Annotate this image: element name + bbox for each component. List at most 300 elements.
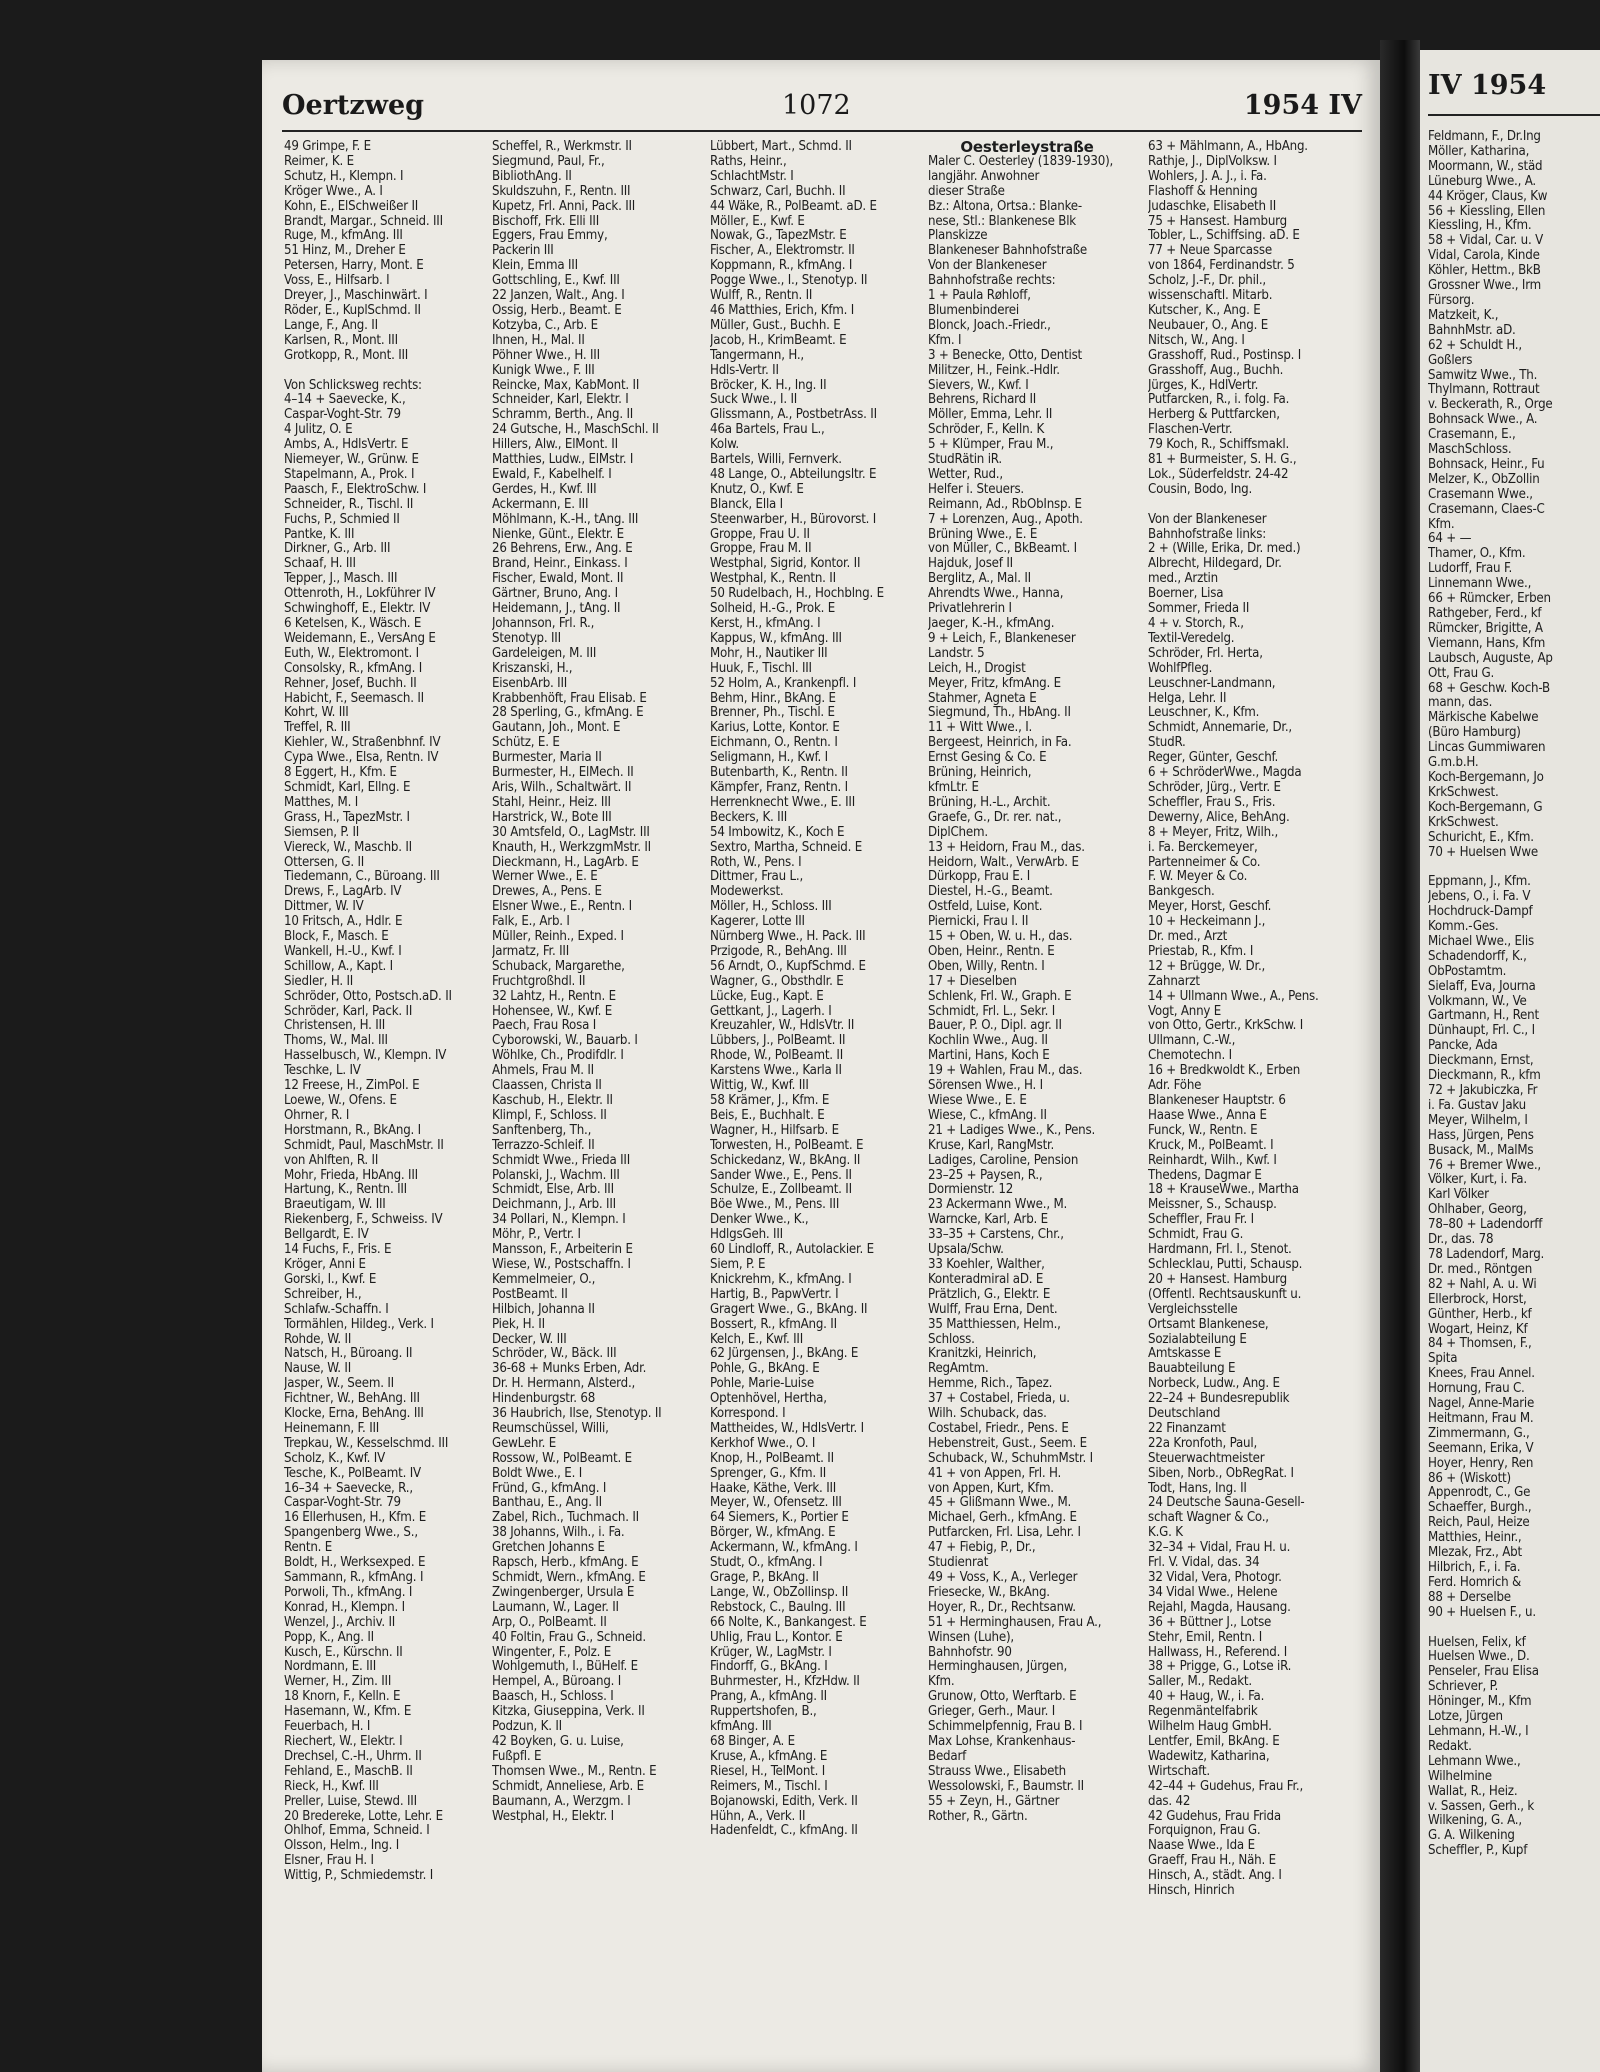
directory-entry: Müller, Gust., Buchh. E (710, 318, 841, 333)
directory-entry: Ladiges, Caroline, Pension (928, 1153, 1079, 1168)
directory-entry: das. 42 (1148, 1794, 1191, 1809)
directory-entry: von Ahlften, R. II (284, 1153, 379, 1168)
directory-entry: 42 Gudehus, Frau Frida (1148, 1809, 1281, 1824)
directory-entry (284, 364, 482, 379)
directory-entry: Prätzlich, G., Elektr. E (928, 1287, 1051, 1302)
directory-entry: Lincas Gummiwaren (1428, 741, 1546, 756)
directory-entry: Nagel, Anne-Marie (1428, 1397, 1535, 1412)
directory-entry: Rhode, W., PolBeamt. II (710, 1049, 843, 1064)
directory-entry: Dr. med., Arzt (1148, 930, 1228, 945)
directory-entry: Brüning, H.-L., Archit. (928, 795, 1051, 810)
directory-entry: Schloss. (928, 1332, 975, 1347)
directory-entry: Partenneimer & Co. (1148, 855, 1261, 870)
directory-entry: schaft Wagner & Co., (1148, 1511, 1269, 1526)
directory-entry: Wulff, R., Rentn. II (710, 289, 813, 304)
directory-entry: Schlecklau, Putti, Schausp. (1148, 1257, 1303, 1272)
directory-entry: Grasshoff, Rud., Postinsp. I (1148, 348, 1302, 363)
directory-entry: Linnemann Wwe., (1428, 577, 1532, 592)
directory-page-left (262, 60, 1380, 2072)
directory-entry: Schimmelpfennig, Frau B. I (928, 1720, 1083, 1735)
directory-entry: Porwoli, Th., kfmAng. I (284, 1585, 413, 1600)
directory-entry: Feldmann, F., Dr.Ing (1428, 130, 1541, 144)
directory-entry: Rehner, Josef, Buchh. II (284, 676, 417, 691)
directory-entry: Wadewitz, Katharina, (1148, 1749, 1270, 1764)
directory-entry: Tobler, L., Schiffsing. aD. E (1148, 229, 1300, 244)
book-gutter (1380, 40, 1420, 2072)
directory-entry: Amtskasse E (1148, 1347, 1222, 1362)
header-rule (282, 130, 1362, 132)
directory-entry: 28 Sperling, G., kfmAng. E (492, 706, 644, 721)
directory-entry: Drechsel, C.-H., Uhrm. II (284, 1749, 422, 1764)
directory-entry: 56 Arndt, O., KupfSchmd. E (710, 959, 866, 974)
directory-entry: Bauabteilung E (1148, 1362, 1236, 1377)
directory-entry: 77 + Neue Sparcasse (1148, 244, 1272, 259)
directory-entry: Baasch, H., Schloss. I (492, 1690, 614, 1705)
directory-entry: Ellerbrock, Horst, (1428, 1292, 1527, 1307)
directory-entry: Karl Völker (1428, 1188, 1489, 1203)
directory-entry: Kerkhof Wwe., O. I (710, 1436, 816, 1451)
directory-entry: Priestab, R., Kfm. I (1148, 944, 1254, 959)
directory-entry: Rejahl, Magda, Hausang. (1148, 1600, 1291, 1615)
directory-entry: Ohlhaber, Georg, (1428, 1203, 1527, 1218)
directory-entry: Möhlmann, K.-H., tAng. III (492, 512, 639, 527)
directory-entry: Mattheides, W., HdlsVertr. I (710, 1421, 864, 1436)
directory-entry: DiplChem. (928, 825, 988, 840)
directory-entry: Reimer, K. E (284, 154, 354, 169)
directory-entry: 84 + Thomsen, F., (1428, 1337, 1532, 1352)
directory-entry: Christensen, H. III (284, 1019, 386, 1034)
directory-entry: 11 + Witt Wwe., I. (928, 721, 1033, 736)
directory-entry: Johannson, Frl. R., (492, 617, 595, 631)
directory-entry: Nitsch, W., Ang. I (1148, 333, 1245, 348)
directory-entry: Westphal, H., Elektr. I (492, 1809, 614, 1824)
directory-entry: Wiese, C., kfmAng. II (928, 1108, 1047, 1123)
directory-entry: Kelch, E., Kwf. III (710, 1332, 804, 1347)
directory-entry: Crasemann, E., (1428, 428, 1516, 443)
directory-entry: Zimmermann, G., (1428, 1426, 1530, 1441)
directory-entry: Baumann, A., Werzgm. I (492, 1794, 631, 1809)
directory-entry: Terrazzo-Schleif. II (492, 1138, 595, 1153)
directory-entry: 1 + Paula Røhloff, (928, 289, 1031, 304)
directory-entry: Huelsen, Felix, kf (1428, 1635, 1526, 1650)
directory-entry: Reimann, Ad., RbObInsp. E (928, 497, 1082, 512)
directory-entry: 12 + Brügge, W. Dr., (1148, 959, 1266, 974)
directory-entry: StudRätin iR. (928, 453, 1002, 468)
directory-entry: Koch-Bergemann, Jo (1428, 770, 1544, 785)
directory-entry: Reger, Günter, Geschf. (1148, 751, 1279, 766)
directory-entry: Sprenger, G., Kfm. II (710, 1466, 827, 1481)
directory-entry: Horstmann, R., BkAng. I (284, 1123, 421, 1138)
directory-entry: Grotkopp, R., Mont. III (284, 348, 409, 363)
directory-entry: Bartels, Willi, Fernverk. (710, 453, 842, 468)
directory-entry: Meissner, S., Schausp. (1148, 1198, 1277, 1213)
directory-entry: Konteradmiral aD. E (928, 1272, 1044, 1287)
directory-entry: Cyborowski, W., Bauarb. I (492, 1034, 638, 1049)
directory-entry: Möhr, P., Vertr. I (492, 1228, 581, 1243)
directory-entry: Thylmann, Rottraut (1428, 383, 1540, 398)
directory-entry: Kusch, E., Kürschn. II (284, 1645, 403, 1660)
directory-entry: Schwarz, Carl, Buchh. II (710, 184, 846, 199)
directory-entry: Ackermann, W., kfmAng. I (710, 1541, 858, 1556)
directory-entry: Deutschland (1148, 1407, 1221, 1422)
directory-entry: Warncke, Karl, Arb. E (928, 1213, 1048, 1228)
directory-entry: Pancke, Ada (1428, 1039, 1498, 1054)
directory-entry: Frl. V. Vidal, das. 34 (1148, 1556, 1260, 1571)
directory-entry: Rathgeber, Ferd., kf (1428, 607, 1542, 621)
directory-entry: Wagner, H., Hilfsarb. E (710, 1123, 839, 1138)
directory-entry: Polanski, J., Wachm. III (492, 1168, 620, 1183)
directory-entry: Crasemann Wwe., (1428, 487, 1533, 502)
directory-entry: Hallwass, H., Referend. I (1148, 1645, 1288, 1660)
directory-entry: 44 Wäke, R., PolBeamt. aD. E (710, 199, 877, 214)
directory-entry: Reinhardt, Wilh., Kwf. I (1148, 1153, 1277, 1168)
directory-entry: 44 Kröger, Claus, Kw (1428, 189, 1548, 204)
directory-entry: Tangermann, H., (710, 348, 804, 363)
directory-entry: v. Sassen, Gerh., k (1428, 1799, 1535, 1814)
directory-entry: Claassen, Christa II (492, 1079, 602, 1094)
directory-entry: Schulze, E., Zollbeamt. II (710, 1183, 852, 1198)
directory-entry: Ahmels, Frau M. II (492, 1064, 594, 1079)
directory-entry: Dormienstr. 12 (928, 1183, 1014, 1198)
directory-entry: Euth, W., Elektromont. I (284, 646, 419, 661)
directory-entry: Schlenk, Frl. W., Graph. E (928, 989, 1072, 1004)
directory-entry: Schaeffer, Burgh., (1428, 1501, 1532, 1516)
directory-entry: Meyer, W., Ofensetz. III (710, 1496, 842, 1511)
directory-entry: 14 Fuchs, F., Fris. E (284, 1243, 392, 1258)
directory-entry: Landstr. 5 (928, 646, 985, 661)
directory-entry: Norbeck, Ludw., Ang. E (1148, 1377, 1280, 1392)
directory-entry: Kfm. (928, 1675, 955, 1690)
directory-entry: Rathje, J., DiplVolksw. I (1148, 154, 1277, 169)
directory-entry: Glissmann, A., PostbetrAss. II (710, 408, 877, 423)
directory-entry: Bahnhofstr. 90 (928, 1645, 1012, 1660)
directory-entry: Dieckmann, H., LagArb. E (492, 855, 639, 870)
directory-entry: Aris, Wilh., Schaltwärt. II (492, 780, 632, 795)
directory-entry: Putfarcken, R., i. folg. Fa. (1148, 393, 1290, 408)
column-3 (710, 140, 908, 2060)
directory-entry: Bohnsack, Heinr., Fu (1428, 457, 1545, 472)
directory-entry: Dewerny, Alice, BehAng. (1148, 810, 1290, 825)
directory-entry: Prang, A., kfmAng. II (710, 1690, 827, 1705)
directory-entry: Hartig, B., PapwVertr. I (710, 1287, 839, 1302)
year-volume: 1954 IV (1243, 90, 1362, 121)
directory-entry: Burmester, H., ElMech. II (492, 766, 634, 781)
directory-entry: Wingenter, F., Polz. E (492, 1645, 612, 1660)
directory-entry: Boldt, H., Werksexped. E (284, 1556, 426, 1571)
directory-entry: Lücke, Eug., Kapt. E (710, 989, 824, 1004)
directory-entry: 81 + Burmeister, S. H. G., (1148, 453, 1297, 468)
directory-entry: 33–35 + Carstens, Chr., (928, 1228, 1064, 1243)
directory-entry: 32 Lahtz, H., Rentn. E (492, 989, 616, 1004)
directory-entry: Bz.: Altona, Ortsa.: Blanke- (928, 199, 1082, 214)
directory-entry: Siem, P. E (710, 1257, 766, 1272)
directory-entry: Kotzyba, C., Arb. E (492, 318, 598, 333)
directory-entry: Oben, Willy, Rentn. I (928, 959, 1045, 974)
directory-entry: Habicht, F., Seemasch. II (284, 691, 424, 706)
directory-entry: Studt, O., kfmAng. I (710, 1556, 823, 1571)
directory-entry: Schuback, Margarethe, (492, 959, 625, 974)
directory-entry: Börger, W., kfmAng. E (710, 1526, 836, 1541)
directory-entry: 60 Lindloff, R., Autolackier. E (710, 1243, 874, 1258)
directory-entry: Mlezak, Frz., Abt (1428, 1546, 1522, 1561)
directory-entry: 86 + (Wiskott) (1428, 1471, 1511, 1486)
directory-entry: Ohlhof, Emma, Schneid. I (284, 1824, 430, 1839)
directory-entry: Mohr, Frieda, HbAng. III (284, 1168, 418, 1183)
directory-entry: Böe Wwe., M., Pens. III (710, 1198, 840, 1213)
directory-entry: 63 + Mählmann, A., HbAng. (1148, 140, 1308, 154)
directory-entry: Lübbers, J., PolBeamt. II (710, 1034, 846, 1049)
directory-entry: Schmidt, Anneliese, Arb. E (492, 1779, 644, 1794)
directory-entry: Hindenburgstr. 68 (492, 1392, 596, 1407)
directory-entry: Maler C. Oesterley (1839-1930), (928, 154, 1114, 169)
directory-entry: Brüning Wwe., E. E (928, 527, 1038, 542)
directory-entry: Hühn, A., Verk. II (710, 1809, 806, 1824)
directory-entry: Krabbenhöft, Frau Elisab. E (492, 691, 647, 706)
directory-entry: 4 + v. Storch, R., (1148, 617, 1244, 631)
directory-entry: Hoyer, Henry, Ren (1428, 1456, 1534, 1471)
directory-entry: Bahnhofstraße rechts: (928, 274, 1056, 289)
directory-entry: Flashoff & Henning (1148, 184, 1258, 199)
directory-entry: Dirkner, G., Arb. III (284, 542, 391, 557)
directory-entry: Rohde, W. II (284, 1332, 352, 1347)
directory-entry: Pantke, K. III (284, 527, 355, 542)
directory-entry: Gottschling, E., Kwf. III (492, 274, 620, 289)
directory-entry: Blankeneser Hauptstr. 6 (1148, 1094, 1286, 1108)
directory-entry: Sozialabteilung E (1148, 1332, 1247, 1347)
directory-entry: Grunow, Otto, Werftarb. E (928, 1690, 1077, 1705)
directory-entry: Spangenberg Wwe., S., (284, 1526, 418, 1541)
directory-entry: Knutz, O., Kwf. E (710, 482, 804, 497)
directory-entry: Wogart, Heinz, Kf (1428, 1322, 1528, 1337)
directory-entry: Seemann, Erika, V (1428, 1441, 1534, 1456)
directory-entry: Kemmelmeier, O., (492, 1272, 596, 1287)
directory-entry: Militzer, H., Feink.-Hdlr. (928, 363, 1060, 378)
street-section-title: Oesterleystraße (960, 140, 1094, 155)
directory-entry: Hillers, Alw., ElMont. II (492, 438, 618, 453)
directory-entry: Ernst Gesing & Co. E (928, 751, 1047, 766)
directory-entry: Sommer, Frieda II (1148, 602, 1250, 617)
directory-entry: Laubsch, Auguste, Ap (1428, 651, 1553, 666)
directory-entry: 20 + Hansest. Hamburg (1148, 1272, 1287, 1287)
directory-entry: Raths, Heinr., (710, 154, 787, 169)
directory-entry: Planskizze (928, 229, 988, 244)
directory-entry: Crasemann, Claes-C (1428, 502, 1545, 517)
directory-entry: Siben, Norb., ObRegRat. I (1148, 1466, 1294, 1481)
directory-entry: Schreiber, H., (284, 1287, 362, 1302)
directory-entry: Hasselbusch, W., Klempn. IV (284, 1049, 447, 1064)
directory-entry: Lentfer, Emil, BkAng. E (1148, 1734, 1280, 1749)
directory-entry: 22–24 + Bundesrepublik (1148, 1392, 1290, 1407)
directory-entry: langjähr. Anwohner (928, 169, 1040, 184)
directory-entry: Martini, Hans, Koch E (928, 1049, 1050, 1064)
directory-entry: MaschSchloss. (1428, 443, 1512, 458)
directory-entry: Zahnarzt (1148, 974, 1200, 989)
directory-entry: 16–34 + Saevecke, R., (284, 1481, 413, 1496)
directory-entry: Schneider, R., Tischl. II (284, 497, 414, 512)
directory-entry: Kämpfer, Franz, Rentn. I (710, 780, 848, 795)
directory-entry: Ihnen, H., Mal. II (492, 333, 585, 348)
directory-entry: 62 Jürgensen, J., BkAng. E (710, 1347, 859, 1362)
directory-entry: Oben, Heinr., Rentn. E (928, 944, 1055, 959)
directory-entry: Bahnhofstraße links: (1148, 527, 1267, 542)
directory-entry: Boldt Wwe., E. I (492, 1466, 583, 1481)
directory-entry: Werner, H., Zim. III (284, 1675, 392, 1690)
directory-entry: Leich, H., Drogist (928, 661, 1026, 676)
directory-entry: Neubauer, O., Ang. E (1148, 318, 1269, 333)
directory-entry: F. W. Meyer & Co. (1148, 870, 1248, 885)
directory-entry: 34 Pollari, N., Klempn. I (492, 1213, 626, 1228)
directory-entry: Hemme, Rich., Tapez. (928, 1377, 1053, 1392)
directory-entry: 4–14 + Saevecke, K., (284, 393, 406, 408)
directory-entry: 45 + Glißmann Wwe., M. (928, 1496, 1072, 1511)
directory-entry: Völker, Kurt, i. Fa. (1428, 1173, 1527, 1188)
directory-entry: Wirtschaft. (1148, 1764, 1210, 1779)
directory-entry: Kruse, A., kfmAng. E (710, 1749, 828, 1764)
directory-entry: nese, Stl.: Blankenese Blk (928, 214, 1076, 229)
directory-entry: Schutz, H., Klempn. I (284, 169, 404, 184)
directory-entry: Putfarcken, Frl. Lisa, Lehr. I (928, 1526, 1081, 1541)
directory-entry: Zabel, Rich., Tuchmach. II (492, 1511, 639, 1526)
directory-entry: Möller, H., Schloss. III (710, 900, 832, 915)
directory-entry: Cypa Wwe., Elsa, Rentn. IV (284, 751, 439, 766)
directory-entry: 10 Fritsch, A., Hdlr. E (284, 915, 403, 930)
directory-entry: Schadendorff, K., (1428, 949, 1527, 964)
directory-entry: Kerst, H., kfmAng. I (710, 617, 821, 631)
directory-entry: Optenhövel, Hertha, (710, 1392, 827, 1407)
directory-entry: Jürges, K., HdlVertr. (1148, 378, 1259, 393)
directory-entry: 12 Freese, H., ZimPol. E (284, 1079, 420, 1094)
directory-entry: Feuerbach, H. I (284, 1720, 371, 1735)
directory-entry: Skuldszuhn, F., Rentn. III (492, 184, 631, 199)
directory-entry: Wulff, Frau Erna, Dent. (928, 1302, 1058, 1317)
directory-entry: Seligmann, H., Kwf. I (710, 751, 828, 766)
directory-entry: Wankell, H.-U., Kwf. I (284, 944, 402, 959)
directory-entry: 46a Bartels, Frau L., (710, 423, 825, 438)
directory-entry: PostBeamt. II (492, 1287, 568, 1302)
directory-entry: Diestel, H.-G., Beamt. (928, 885, 1053, 900)
directory-entry: 64 Siemers, K., Portier E (710, 1511, 849, 1526)
directory-entry: Vidal, Carola, Kinde (1428, 249, 1540, 264)
directory-entry: Kröger, Anni E (284, 1257, 366, 1272)
directory-entry: 58 + Vidal, Car. u. V (1428, 234, 1544, 249)
directory-entry: Solheid, H.-G., Prok. E (710, 602, 836, 617)
directory-entry: 58 Krämer, J., Kfm. E (710, 1094, 830, 1108)
directory-entry: Schaaf, H. III (284, 557, 356, 572)
directory-entry: Wittig, P., Schmiedemstr. I (284, 1869, 434, 1884)
directory-entry: Hartung, K., Rentn. III (284, 1183, 407, 1198)
directory-entry: Fischer, A., Elektromstr. II (710, 244, 855, 259)
directory-entry: Upsala/Schw. (928, 1243, 1004, 1258)
directory-entry: 70 + Huelsen Wwe (1428, 845, 1538, 860)
directory-entry: Volkmann, W., Ve (1428, 994, 1527, 1009)
directory-entry: Kfm. (1428, 517, 1455, 532)
directory-entry: Wenzel, J., Archiv. II (284, 1615, 396, 1630)
directory-entry: Siedler, H. II (284, 974, 354, 989)
directory-entry: Schwinghoff, E., Elektr. IV (284, 602, 431, 617)
directory-entry: Deichmann, J., Arb. III (492, 1198, 616, 1213)
directory-entry: Scholz, J.-F., Dr. phil., (1148, 274, 1266, 289)
directory-entry: Hebenstreit, Gust., Seem. E (928, 1436, 1087, 1451)
directory-entry: 54 Imbowitz, K., Koch E (710, 825, 845, 840)
directory-entry: Heidorn, Walt., VerwArb. E (928, 855, 1079, 870)
directory-entry: Herminghausen, Jürgen, (928, 1660, 1068, 1675)
directory-entry: Jasper, W., Seem. II (284, 1377, 394, 1392)
directory-entry: Paasch, F., ElektroSchw. I (284, 482, 427, 497)
directory-entry: Fehland, E., MaschB. II (284, 1764, 413, 1779)
directory-entry: Krüger, W., LagMstr. I (710, 1645, 832, 1660)
directory-entry: i. Fa. Berckemeyer, (1148, 840, 1258, 855)
directory-entry: Kupetz, Frl. Anni, Pack. III (492, 199, 636, 214)
directory-entry: 66 Nolte, K., Bankangest. E (710, 1615, 867, 1630)
directory-entry: Sander Wwe., E., Pens. II (710, 1168, 852, 1183)
directory-entry: 32–34 + Vidal, Frau H. u. (1148, 1541, 1291, 1556)
directory-entry: SchlachtMstr. I (710, 169, 794, 184)
directory-entry: Siemsen, P. II (284, 825, 360, 840)
directory-entry: Blonck, Joach.-Friedr., (928, 318, 1051, 333)
directory-entry: Matzkeit, K., (1428, 308, 1499, 323)
directory-entry: Olsson, Helm., Ing. I (284, 1839, 400, 1854)
directory-entry: wissenschaftl. Mitarb. (1148, 289, 1273, 304)
directory-entry: Bröcker, K. H., Ing. II (710, 378, 827, 393)
directory-entry: G. A. Wilkening (1428, 1829, 1515, 1844)
directory-entry: Penseler, Frau Elisa (1428, 1665, 1539, 1680)
directory-entry: Vogt, Anny E (1148, 1004, 1222, 1019)
directory-entry: Wetter, Rud., (928, 467, 1003, 482)
directory-entry: 41 + von Appen, Frl. H. (928, 1466, 1062, 1481)
directory-entry: EisenbArb. III (492, 676, 568, 691)
directory-entry: 22 Finanzamt (1148, 1421, 1226, 1436)
directory-entry: Klein, Emma III (492, 259, 578, 274)
directory-entry: 56 + Kiessling, Ellen (1428, 204, 1546, 219)
directory-entry: Möller, E., Kwf. E (710, 214, 805, 229)
directory-entry: Saller, M., Redakt. (1148, 1675, 1252, 1690)
directory-entry: Caspar-Voght-Str. 79 (284, 408, 401, 423)
directory-entry: Ambs, A., HdlsVertr. E (284, 438, 409, 453)
directory-entry: Westphal, Sigrid, Kontor. II (710, 557, 861, 572)
directory-entry: Sanftenberg, Th., (492, 1123, 592, 1138)
directory-entry: Stahmer, Agneta E (928, 691, 1037, 706)
directory-entry: Ahrendts Wwe., Hanna, (928, 587, 1064, 602)
directory-entry: Melzer, K., ObZollin (1428, 472, 1540, 487)
directory-entry: Denker Wwe., K., (710, 1213, 809, 1228)
directory-entry: Heitmann, Frau M. (1428, 1411, 1534, 1426)
directory-entry: Findorff, G., BkAng. I (710, 1660, 828, 1675)
directory-entry: 4 Julitz, O. E (284, 423, 353, 438)
directory-entry: (Büro Hamburg) (1428, 726, 1521, 741)
directory-entry: 66 + Rümcker, Erben (1428, 592, 1551, 607)
directory-entry: Huelsen Wwe., D. (1428, 1650, 1530, 1665)
directory-entry: Schröder, W., Bäck. III (492, 1347, 617, 1362)
directory-entry: Gettkant, J., Lagerh. I (710, 1004, 832, 1019)
directory-entry: 62 + Schuldt H., (1428, 338, 1522, 353)
directory-entry: 64 + — (1428, 532, 1472, 547)
directory-entry: Stehr, Emil, Rentn. I (1148, 1630, 1263, 1645)
directory-entry: Brandt, Margar., Schneid. III (284, 214, 443, 229)
directory-entry: 5 + Klümper, Frau M., (928, 438, 1054, 453)
directory-entry: Günther, Herb., kf (1428, 1307, 1532, 1322)
directory-entry: 40 Foltin, Frau G., Schneid. (492, 1630, 646, 1645)
directory-entry: kfmLtr. E (928, 780, 979, 795)
directory-entry: Grossner Wwe., Irm (1428, 279, 1542, 294)
directory-entry: Hdls-Vertr. II (710, 363, 779, 378)
directory-entry: Friesecke, W., BkAng. (928, 1585, 1050, 1600)
directory-entry: Bossert, R., kfmAng. II (710, 1317, 837, 1332)
directory-entry: 50 Rudelbach, H., Hochblng. E (710, 587, 884, 602)
directory-entry: Kohn, E., ElSchweißer II (284, 199, 419, 214)
directory-entry: 23 Ackermann Wwe., M. (928, 1198, 1068, 1213)
directory-entry: Dr. H. Hermann, Alsterd., (492, 1377, 636, 1392)
directory-entry: Konrad, H., Klempn. I (284, 1600, 405, 1615)
